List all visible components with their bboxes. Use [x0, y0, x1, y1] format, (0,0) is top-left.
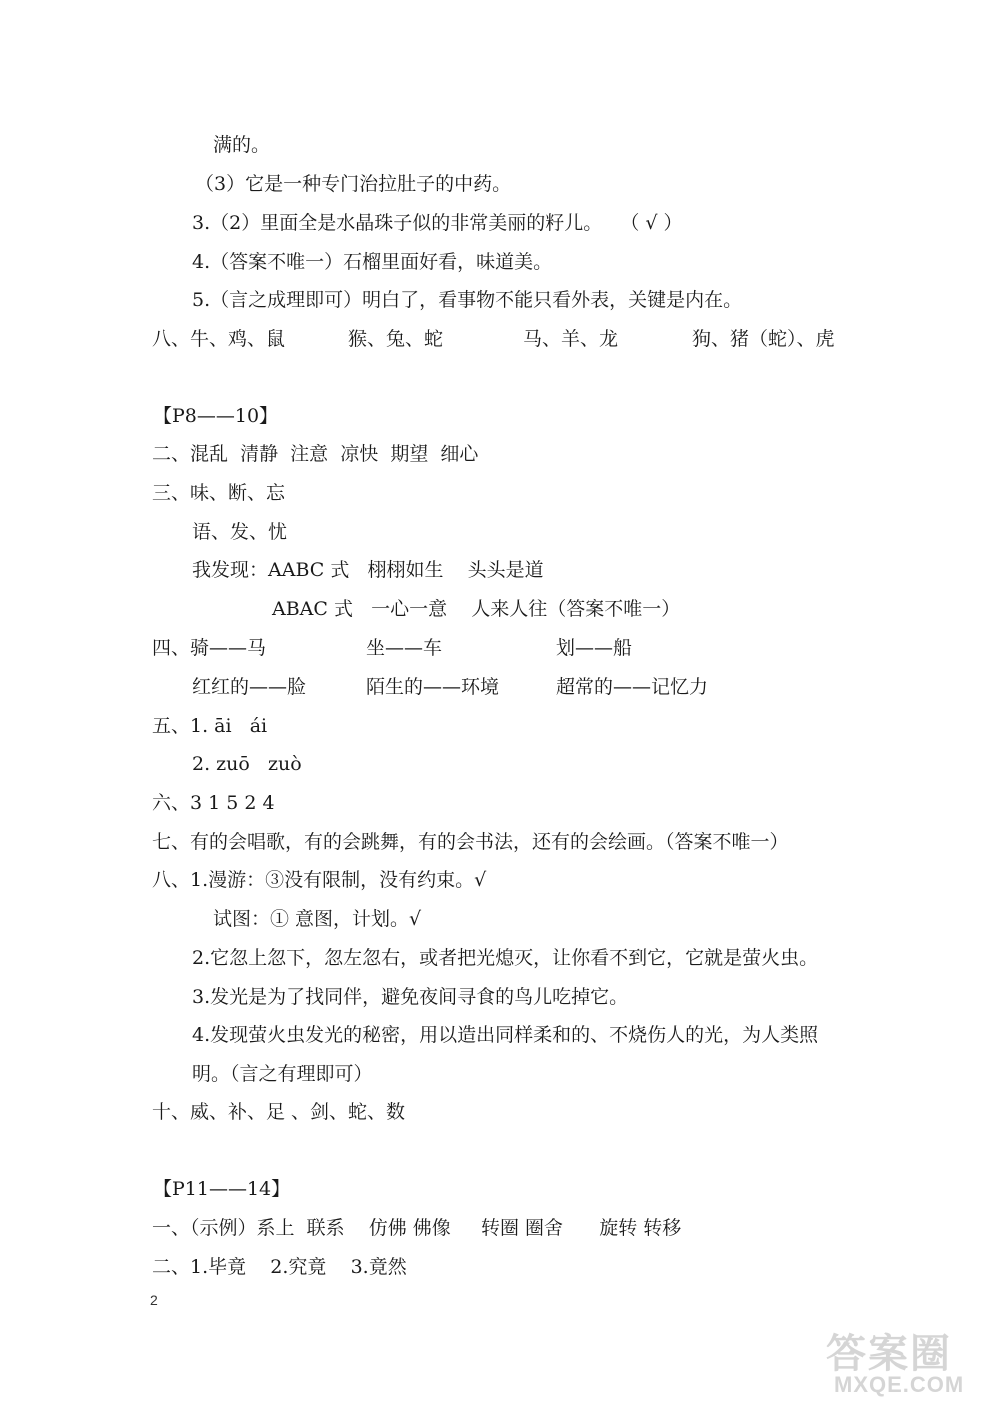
- section-heading: 【P11——14】: [153, 1178, 291, 1200]
- watermark-logo: [818, 1316, 988, 1406]
- answer-line: 八、牛、鸡、鼠: [152, 328, 286, 350]
- answer-line: 坐——车: [366, 637, 443, 659]
- answer-line: 红红的——脸: [192, 676, 307, 698]
- answer-line: 七、有的会唱歌，有的会跳舞，有的会书法，还有的会绘画。（答案不唯一）: [152, 831, 789, 853]
- section-heading: 【P8——10】: [153, 405, 279, 427]
- answer-line: 三、味、断、忘: [152, 482, 286, 504]
- answer-line: 二、1.毕竟 2.究竟 3.竟然: [152, 1256, 407, 1278]
- answer-line: 八、1.漫游：③没有限制，没有约束。√: [152, 869, 487, 891]
- answer-line: 试图：① 意图，计划。√: [213, 908, 422, 930]
- answer-line: 明。（言之有理即可）: [192, 1063, 373, 1085]
- answer-line: 满的。: [213, 134, 271, 156]
- answer-line: 猴、兔、蛇: [348, 328, 444, 350]
- watermark-url: MXQE.COM: [834, 1372, 965, 1397]
- answer-line: 四、骑——马: [152, 637, 267, 659]
- answer-line: 狗、猪（蛇）、虎: [692, 328, 835, 350]
- answer-line: 马、羊、龙: [523, 328, 619, 350]
- answer-line: 划——船: [556, 637, 633, 659]
- answer-line: 陌生的——环境: [366, 676, 500, 698]
- answer-line: 一、（示例）系上 联系 仿佛 佛像 转圈 圈舍 旋转 转移: [152, 1217, 682, 1239]
- answer-line: 十、威、补、足 、剑、蛇、数: [152, 1101, 406, 1123]
- answer-line: 4.发现萤火虫发光的秘密，用以造出同样柔和的、不烧伤人的光，为人类照: [192, 1024, 819, 1046]
- answer-line: 语、发、忧: [192, 521, 288, 543]
- answer-line: ABAC 式 一心一意 人来人往（答案不唯一）: [272, 598, 681, 620]
- page-number: 2: [150, 1292, 158, 1308]
- answer-line: 六、3 1 5 2 4: [152, 792, 275, 814]
- answer-line: 五、1. āi ái: [152, 715, 268, 737]
- answer-line: 超常的——记忆力: [556, 676, 709, 698]
- answer-line: 我发现：AABC 式 栩栩如生 头头是道: [192, 559, 544, 581]
- answer-line: 5.（言之成理即可）明白了，看事物不能只看外表，关键是内在。: [192, 289, 743, 311]
- watermark-brand: 答案圈: [826, 1331, 952, 1377]
- answer-line: 2.它忽上忽下，忽左忽右，或者把光熄灭，让你看不到它，它就是萤火虫。: [192, 947, 819, 969]
- answer-line: 3.（2）里面全是水晶珠子似的非常美丽的籽儿。 （ √ ）: [192, 212, 683, 234]
- answer-line: 2. zuō zuò: [192, 753, 302, 775]
- answer-line: 4.（答案不唯一）石榴里面好看，味道美。: [192, 251, 553, 273]
- answer-line: 二、混乱 清静 注意 凉快 期望 细心: [152, 443, 479, 465]
- answer-line: 3.发光是为了找同伴，避免夜间寻食的鸟儿吃掉它。: [192, 986, 629, 1008]
- answer-line: （3）它是一种专门治拉肚子的中药。: [195, 173, 512, 195]
